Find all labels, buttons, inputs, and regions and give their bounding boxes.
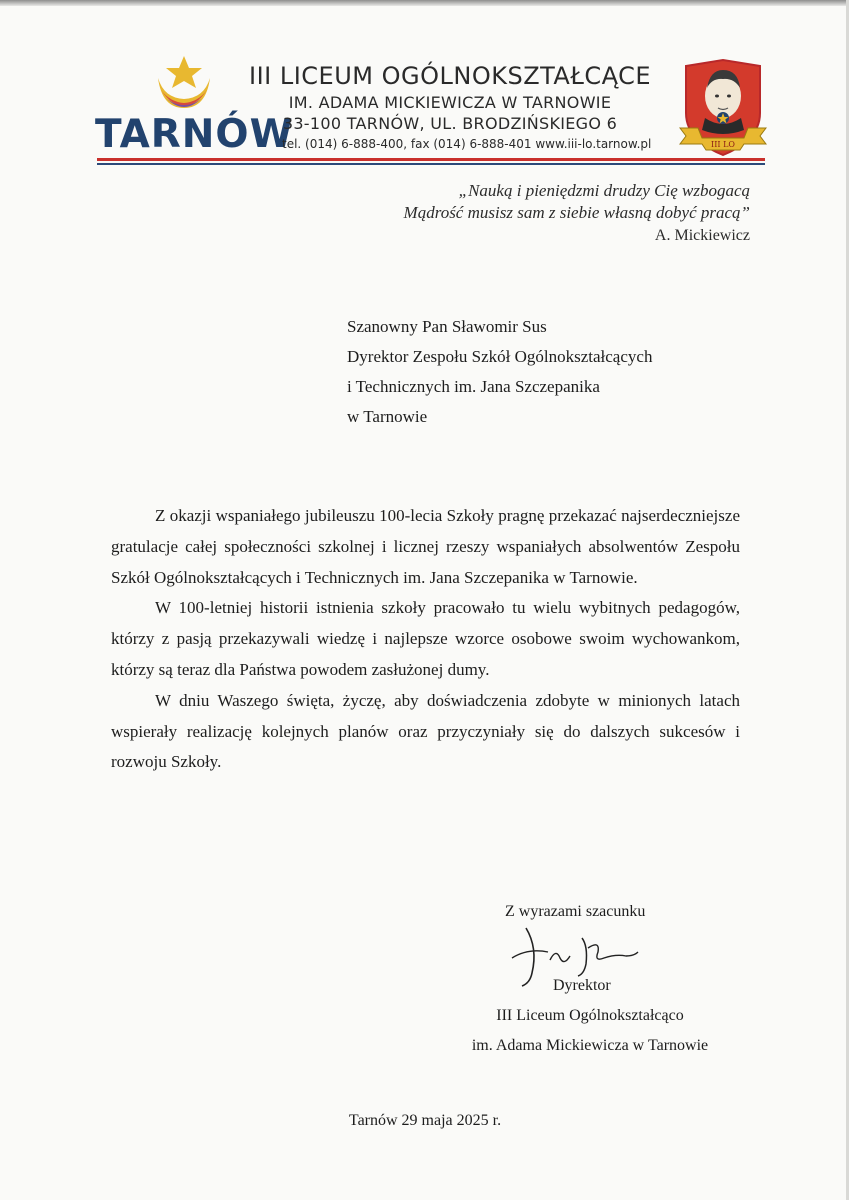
body-paragraph: W 100-letniej historii istnienia szkoły pracowało tu wielu wybitnych pedagogów, którzy z pasją przekazywali wiedzę i najlepsze wzorce osobowe swoim wychowankom, którzy są teraz dla Państwa powodem zasłużonej dumy.	[111, 598, 740, 679]
closing-phrase: Z wyrazami szacunku	[505, 903, 646, 920]
school-patron: IM. ADAMA MICKIEWICZA W TARNOWIE	[288, 93, 612, 112]
body-paragraph: W dniu Waszego święta, życzę, aby doświadczenia zdobyte w minionych latach wspierały realizację kolejnych planów oraz przyczyniały się do dalszych sukcesów i rozwoju Szkoły.	[111, 690, 740, 772]
star-icon	[166, 56, 202, 88]
letter-date: Tarnów 29 maja 2025 r.	[348, 1112, 502, 1129]
tarnow-logo-word: TARNÓW	[95, 112, 294, 157]
body-paragraph: Z okazji wspaniałego jubileuszu 100-lecia Szkoły pragnę przekazać najserdeczniejsze gratulacje całej społeczności szkolnej i licznej rzeszy wspaniałych absolwentów Zespołu Szkół Ogólnokształcących i Technicznych im. Jana Szczepanika w Tarnowie.	[111, 506, 740, 587]
motto-line-1: „Nauką i pieniędzmi drudzy Cię wzbogacą	[458, 181, 750, 200]
crest-banner-text: III LO	[711, 140, 735, 149]
motto-author: A. Mickiewicz	[654, 227, 750, 244]
school-name: III LICEUM OGÓLNOKSZTAŁCĄCE	[248, 62, 652, 90]
addressee-line: w Tarnowie	[347, 407, 428, 426]
school-crest-icon	[678, 58, 768, 158]
addressee-line: Dyrektor Zespołu Szkół Ogólnokształcących	[347, 347, 653, 366]
header-rule-blue	[97, 163, 765, 165]
school-address: 33-100 TARNÓW, UL. BRODZIŃSKIEGO 6	[282, 114, 618, 133]
motto-quote	[330, 180, 750, 224]
scan-edge-top	[0, 0, 849, 6]
school-contact: tel. (014) 6-888-400, fax (014) 6-888-401 www.iii-lo.tarnow.pl	[282, 137, 652, 151]
addressee-block	[347, 312, 652, 432]
signatory-school-line-2: im. Adama Mickiewicza w Tarnowie	[471, 1037, 709, 1054]
addressee-line: i Technicznych im. Jana Szczepanika	[347, 377, 600, 396]
header-rule-red	[97, 158, 765, 161]
addressee-line: Szanowny Pan Sławomir Sus	[347, 317, 547, 336]
signatory-title: Dyrektor	[553, 977, 611, 994]
letter-body	[111, 501, 740, 778]
motto-line-2: Mądrość musisz sam z siebie własną dobyć pracą”	[403, 203, 750, 222]
signatory-school-line-1: III Liceum Ogólnokształcąco	[496, 1007, 684, 1024]
